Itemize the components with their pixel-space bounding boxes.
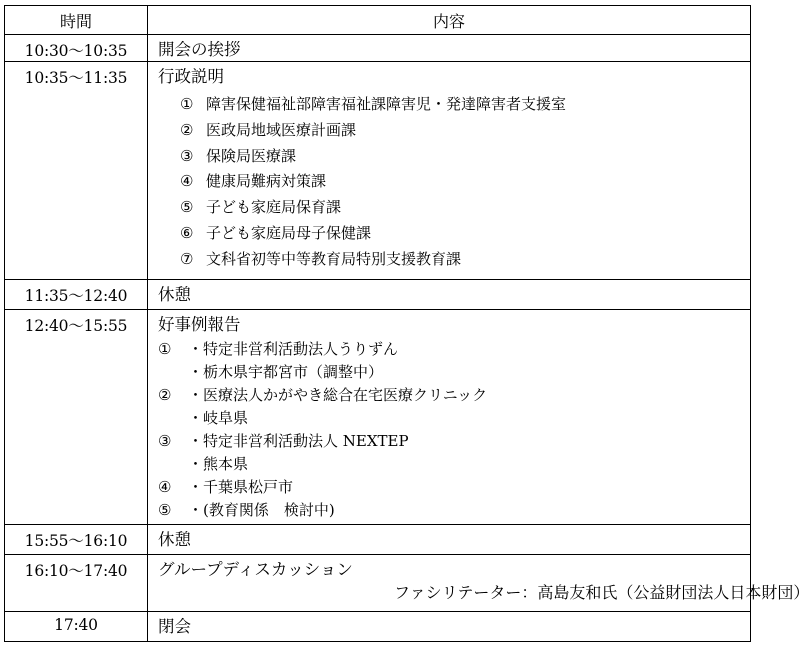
- session-title: 閉会: [158, 617, 191, 636]
- schedule-row-closing: [5, 612, 751, 642]
- list-number: ⑦: [180, 249, 194, 268]
- bullet: ・: [188, 432, 204, 450]
- session-title: 休憩: [158, 530, 191, 549]
- list-number: ④: [158, 478, 172, 496]
- list-item-text: 医政局地域医療計画課: [206, 120, 357, 139]
- list-number: ②: [180, 120, 194, 139]
- list-item-text: 健康局難病対策課: [206, 172, 327, 191]
- list-item-text: (教育関係 検討中): [203, 501, 335, 519]
- list-item-text: 保険局医療課: [206, 146, 297, 165]
- bullet: ・: [188, 363, 204, 381]
- content-cell: [148, 310, 751, 525]
- schedule-row-opening-remarks: [5, 35, 751, 62]
- content-cell: [148, 555, 809, 612]
- bullet: ・: [188, 340, 204, 358]
- bullet: ・: [188, 501, 204, 519]
- list-number: ①: [180, 95, 194, 113]
- time-cell: 17:40: [5, 612, 148, 642]
- content-column-header: 内容: [148, 6, 751, 35]
- list-item: [158, 92, 750, 118]
- time-cell: 11:35～12:40: [5, 280, 148, 310]
- list-item: [158, 476, 750, 499]
- list-number: ③: [158, 432, 172, 450]
- header-row: [5, 6, 751, 35]
- list-item: [158, 195, 750, 221]
- schedule-row-case-reports: [5, 310, 751, 525]
- time-cell: 12:40～15:55: [5, 310, 148, 525]
- list-item-text: 特定非営利活動法人 NEXTEP: [203, 432, 409, 450]
- list-item-text: 栃木県宇都宮市（調整中）: [203, 363, 384, 381]
- session-title: 行政説明: [158, 67, 224, 86]
- bullet: ・: [188, 455, 204, 473]
- list-number: ⑤: [180, 198, 194, 217]
- content-cell: [148, 35, 751, 62]
- list-item: [158, 144, 750, 170]
- list-number: ②: [158, 386, 172, 404]
- list-item: [158, 169, 750, 195]
- list-item-text: 特定非営利活動法人うりずん: [203, 340, 399, 358]
- list-item: [158, 499, 750, 522]
- content-cell: [148, 612, 751, 642]
- list-item: [158, 453, 750, 476]
- list-item: [158, 118, 750, 144]
- list-item: [158, 361, 750, 384]
- content-cell: [148, 525, 751, 555]
- time-cell: 15:55～16:10: [5, 525, 148, 555]
- list-number: ①: [158, 340, 172, 358]
- list-item-text: 文科省初等中等教育局特別支援教育課: [206, 249, 462, 268]
- bullet: ・: [188, 478, 204, 496]
- list-item-text: 岐阜県: [203, 409, 249, 427]
- list-number: ③: [180, 146, 194, 165]
- list-number: ⑤: [158, 501, 172, 519]
- bullet: ・: [188, 386, 204, 404]
- list-number: ⑥: [180, 223, 194, 242]
- time-cell: 16:10～17:40: [5, 555, 148, 612]
- government-presenter-list: [158, 92, 750, 273]
- bullet: ・: [188, 409, 204, 427]
- list-item: [158, 247, 750, 273]
- session-title: 好事例報告: [158, 315, 241, 334]
- list-number: ④: [180, 172, 194, 191]
- content-cell: [148, 280, 751, 310]
- list-item-text: 障害保健福祉部障害福祉課障害児・発達障害者支援室: [206, 95, 567, 113]
- time-cell: 10:35～11:35: [5, 62, 148, 280]
- program-schedule-table: [4, 5, 809, 642]
- list-item: [158, 338, 750, 361]
- list-item: [158, 430, 750, 453]
- case-report-list: [158, 338, 750, 522]
- list-item: [158, 221, 750, 247]
- time-cell: 10:30～10:35: [5, 35, 148, 62]
- session-title: 開会の挨拶: [158, 40, 241, 59]
- list-item-text: 熊本県: [203, 455, 249, 473]
- list-item: [158, 407, 750, 430]
- list-item-text: 医療法人かがやき総合在宅医療クリニック: [203, 386, 488, 404]
- list-item-text: 子ども家庭局母子保健課: [206, 223, 372, 242]
- schedule-row-group-discussion: [5, 555, 751, 612]
- session-title: 休憩: [158, 285, 191, 304]
- time-column-header: 時間: [5, 6, 148, 35]
- list-item: [158, 384, 750, 407]
- list-item-text: 子ども家庭局保育課: [206, 198, 342, 217]
- facilitator-line: ファシリテーター：高島友和氏（公益財団法人日本財団）: [394, 583, 809, 602]
- schedule-row-government-briefing: [5, 62, 751, 280]
- schedule-row-break: [5, 280, 751, 310]
- content-cell: [148, 62, 751, 280]
- schedule-row-break: [5, 525, 751, 555]
- list-item-text: 千葉県松戸市: [203, 478, 294, 496]
- session-title: グループディスカッション: [158, 560, 353, 579]
